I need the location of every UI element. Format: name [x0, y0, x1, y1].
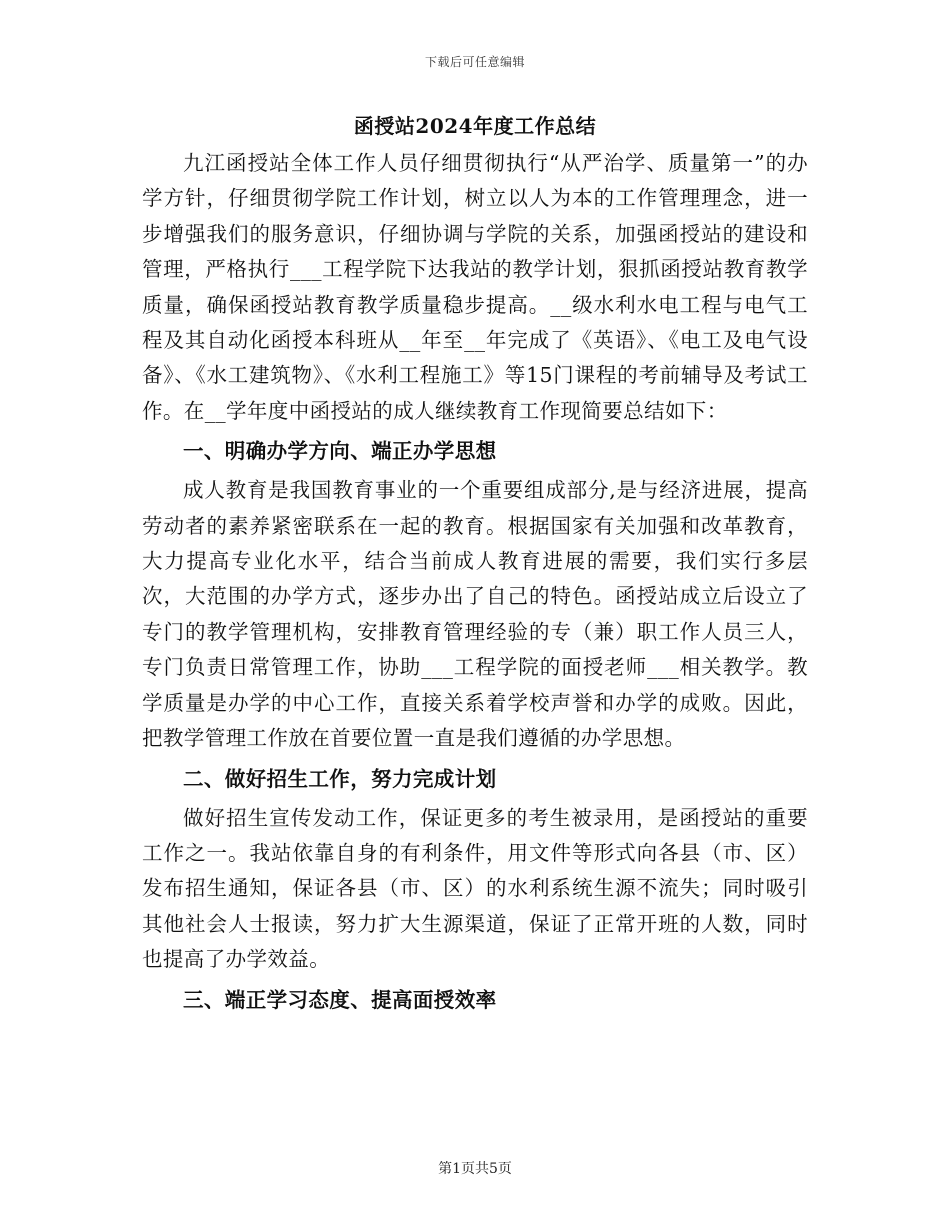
document-title: 函授站2024年度工作总结: [353, 114, 597, 138]
section-1-paragraph: 成人教育是我国教育事业的一个重要组成部分,是与经济进展，提高劳动者的素养紧密联系在一起的教育。根据国家有关加强和改革教育，大力提高专业化水平，结合当前成人教育进展的需要，我们实行多层次，大范围的办学方式，逐步办出了自己的特色。函授站成立后设立了专门的教学管理机构，安排教育管理经验的专（兼）职工作人员三人，专门负责日常管理工作，协助___工程学院的面授老师___相关教学。教学质量是办学的中心工作，直接关系着学校声誉和办学的成败。因此，把教学管理工作放在首要位置一直是我们遵循的办学思想。: [142, 478, 808, 751]
page-number: 第1页共5页: [438, 1161, 512, 1177]
section-3-heading: 三、端正学习态度、提高面授效率: [183, 987, 497, 1012]
section-2-heading: 二、做好招生工作，努力完成计划: [183, 766, 497, 791]
intro-paragraph: 九江函授站全体工作人员仔细贯彻执行“从严治学、质量第一”的办学方针，仔细贯彻学院工作计划，树立以人为本的工作管理理念，进一步增强我们的服务意识，仔细协调与学院的关系，加强函授站的建设和管理，严格执行___工程学院下达我站的教学计划，狠抓函授站教育教学质量，确保函授站教育教学质量稳步提高。__级水利水电工程与电气工程及其自动化函授本科班从__年至__年完成了《英语》、《电工及电气设备》、《水工建筑物》、《水利工程施工》等15门课程的考前辅导及考试工作。在__学年度中函授站的成人继续教育工作现简要总结如下：: [142, 151, 808, 423]
header-note: 下载后可任意编辑: [424, 55, 525, 69]
section-1-heading: 一、明确办学方向、端正办学思想: [183, 439, 497, 464]
section-2-paragraph: 做好招生宣传发动工作，保证更多的考生被录用，是函授站的重要工作之一。我站依靠自身的有利条件，用文件等形式向各县（市、区）发布招生通知，保证各县（市、区）的水利系统生源不流失；同时吸引其他社会人士报读，努力扩大生源渠道，保证了正常开班的人数，同时也提高了办学效益。: [142, 805, 808, 972]
document-body: [142, 108, 808, 1022]
